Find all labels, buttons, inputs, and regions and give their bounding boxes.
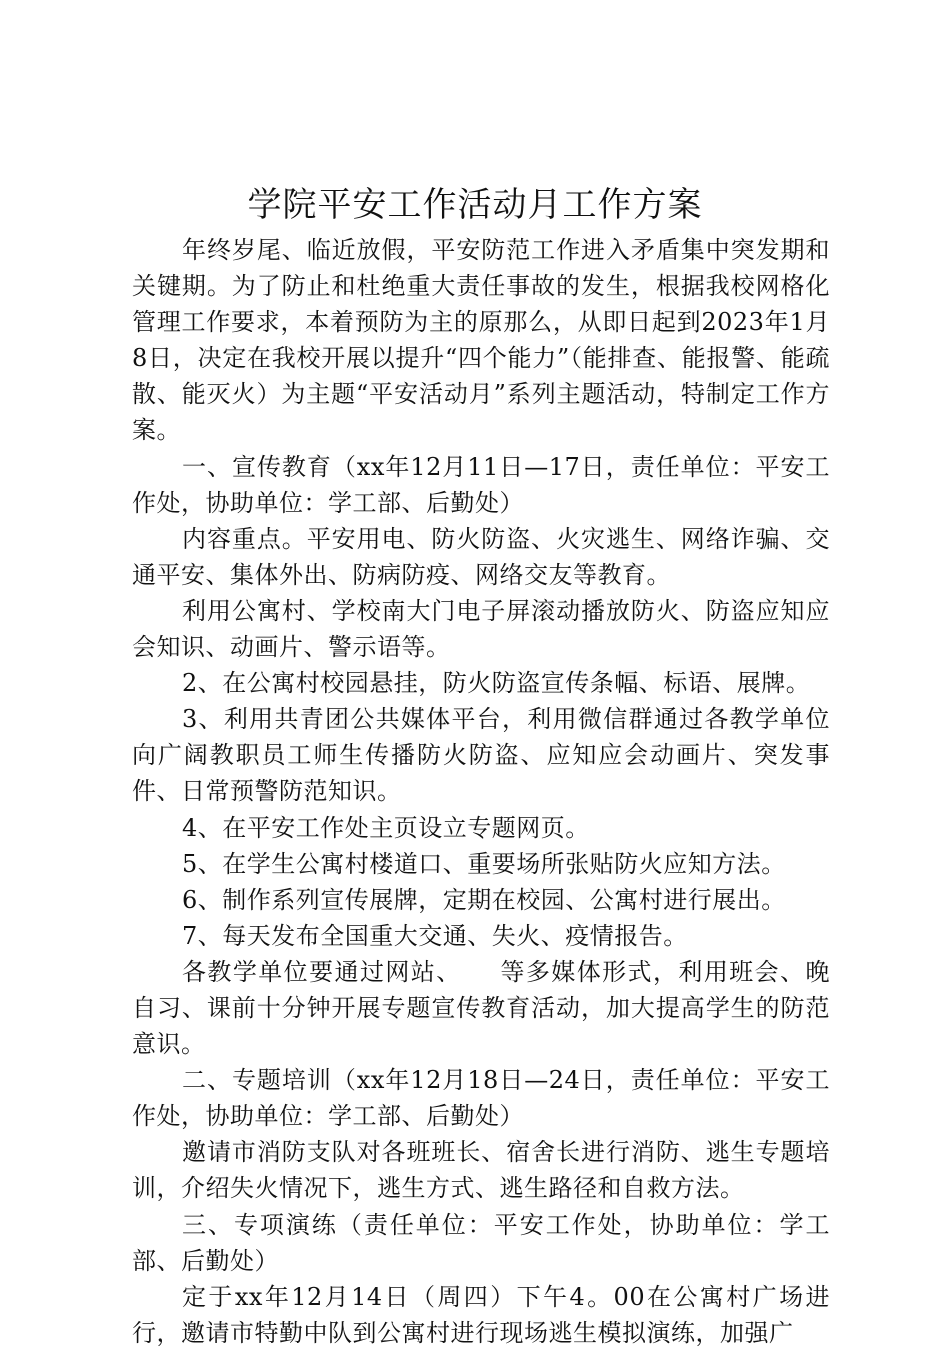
paragraph-section-2-heading: 二、专题培训（xx年12月18日—24日，责任单位：平安工作处，协助单位：学工部、后勤处） bbox=[132, 1066, 830, 1131]
paragraph-item-3: 3、利用共青团公共媒体平台，利用微信群通过各教学单位向广阔教职员工师生传播防火防盗、应知应会动画片、突发事件、日常预警防范知识。 bbox=[132, 705, 830, 806]
document-title: 学院平安工作活动月工作方案 bbox=[247, 185, 703, 225]
paragraph-teaching-units: 各教学单位要通过网站、 等多媒体形式，利用班会、晚自习、课前十分钟开展专题宣传教育活动，加大提高学生的防范意识。 bbox=[132, 957, 830, 1059]
paragraph-intro: 年终岁尾、临近放假，平安防范工作进入矛盾集中突发期和关键期。为了防止和杜绝重大责任事故的发生，根据我校网格化管理工作要求，本着预防为主的原那么，从即日起到2023年1月8日，决定在我校开展以提升“四个能力”（能排查、能报警、能疏散、能灭火）为主题“平安活动月”系列主题活动，特制定工作方案。 bbox=[132, 236, 830, 445]
paragraph-item-1: 利用公寓村、学校南大门电子屏滚动播放防火、防盗应知应会知识、动画片、警示语等。 bbox=[132, 596, 830, 662]
paragraph-training: 邀请市消防支队对各班班长、宿舍长进行消防、逃生专题培训，介绍失火情况下，逃生方式、逃生路径和自救方法。 bbox=[132, 1138, 830, 1203]
paragraph-item-6: 6、制作系列宣传展牌，定期在校园、公寓村进行展出。 bbox=[182, 885, 786, 914]
paragraph-drill: 定于xx年12月14日（周四）下午4。00在公寓村广场进行，邀请市特勤中队到公寓村进行现场逃生模拟演练，加强广 bbox=[132, 1282, 830, 1347]
paragraph-item-4: 4、在平安工作处主页设立专题网页。 bbox=[182, 813, 590, 842]
paragraph-item-5: 5、在学生公寓村楼道口、重要场所张贴防火应知方法。 bbox=[182, 849, 786, 878]
paragraph-item-2: 2、在公寓村校园悬挂，防火防盗宣传条幅、标语、展牌。 bbox=[182, 669, 811, 698]
document-body bbox=[132, 232, 830, 1351]
paragraph-content-focus: 内容重点。平安用电、防火防盗、火灾逃生、网络诈骗、交通平安、集体外出、防病防疫、网络交友等教育。 bbox=[132, 524, 830, 589]
paragraph-item-7: 7、每天发布全国重大交通、失火、疫情报告。 bbox=[182, 921, 688, 950]
paragraph-section-1-heading: 一、宣传教育（xx年12月11日—17日，责任单位：平安工作处，协助单位：学工部、后勤处） bbox=[132, 452, 830, 517]
paragraph-section-3-heading: 三、专项演练（责任单位：平安工作处，协助单位：学工部、后勤处） bbox=[132, 1210, 830, 1275]
